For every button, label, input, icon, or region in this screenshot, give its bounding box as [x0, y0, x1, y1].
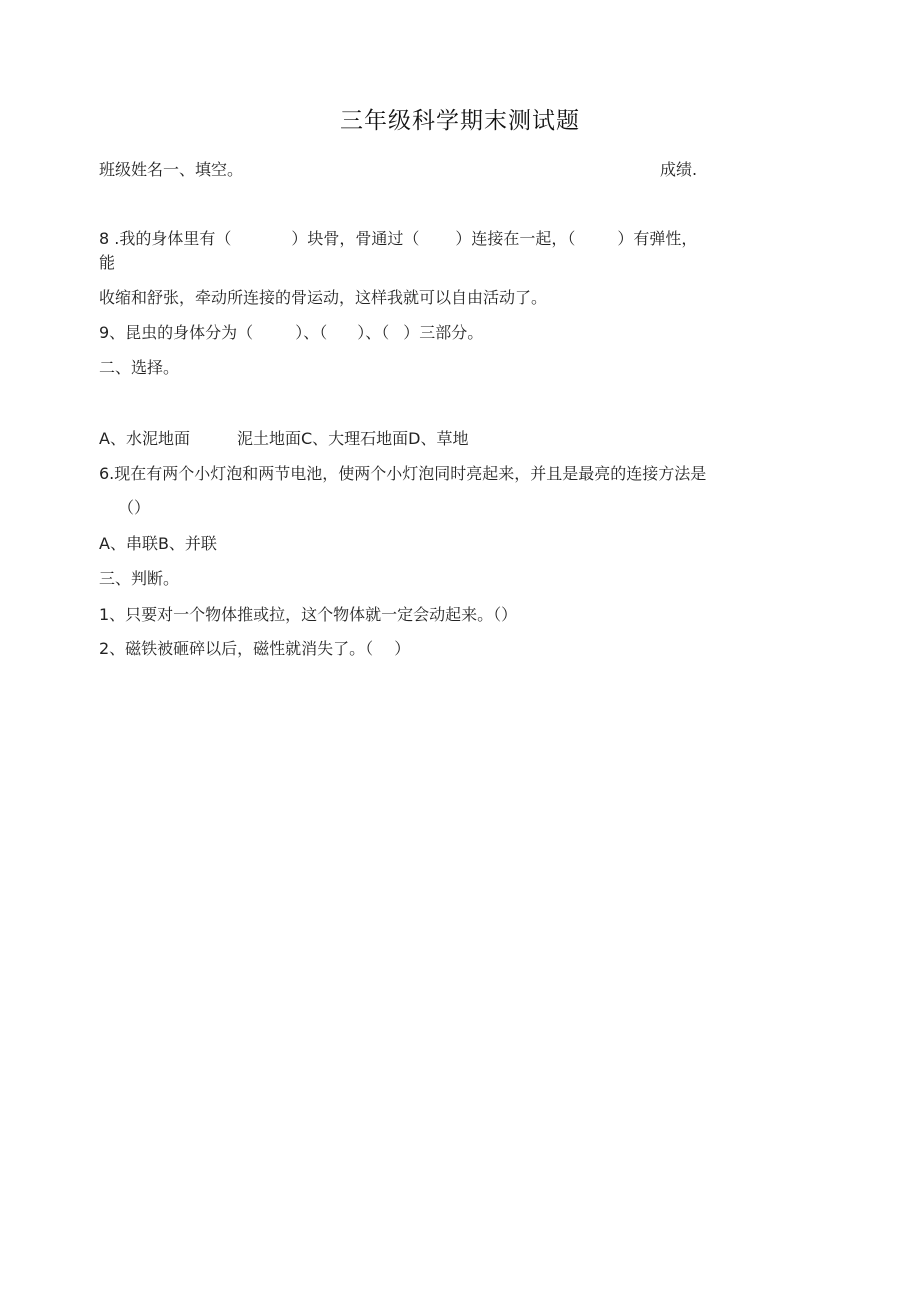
question-9	[99, 323, 483, 343]
options-b-c-d: 泥土地面C、大理石地面D、草地	[236, 429, 469, 448]
q9-segment-1: 9、昆虫的身体分为（	[99, 323, 254, 342]
q9-segment-2: ）、（	[295, 323, 328, 342]
question-6: 6.现在有两个小灯泡和两节电池，使两个小灯泡同时亮起来，并且是最亮的连接方法是	[99, 464, 707, 483]
q8-segment-3: ）连接在一起，（	[455, 229, 576, 248]
section-2-heading: 二、选择。	[99, 358, 180, 377]
judge-item-2: 2、磁铁被砸碎以后，磁性就消失了。（ ）	[99, 639, 411, 658]
choice-options-line	[99, 429, 468, 449]
question-8-wrap: 能	[99, 253, 116, 272]
q9-segment-4: ）三部分。	[403, 323, 484, 342]
judge-item-1: 1、只要对一个物体推或拉，这个物体就一定会动起来。（）	[99, 605, 518, 624]
page-title: 三年级科学期末测试题	[340, 108, 580, 134]
header-score: 成绩.	[660, 160, 698, 179]
header-class-name: 班级姓名一、填空。	[99, 160, 244, 179]
question-6-answer-paren: （）	[118, 498, 151, 517]
q8-segment-1: 8 .我的身体里有（	[99, 229, 232, 248]
q8-segment-4: ）有弹性，	[617, 229, 698, 248]
question-8-line-2: 收缩和舒张，牵动所连接的骨运动，这样我就可以自由活动了。	[99, 288, 548, 307]
option-a: A、水泥地面	[99, 429, 190, 448]
q9-segment-3: ）、（	[357, 323, 390, 342]
section-3-heading: 三、判断。	[99, 569, 180, 588]
question-6-options: A、串联B、并联	[99, 534, 217, 553]
q8-segment-2: ）块骨，骨通过（	[291, 229, 420, 248]
question-8-line-1	[99, 229, 697, 249]
